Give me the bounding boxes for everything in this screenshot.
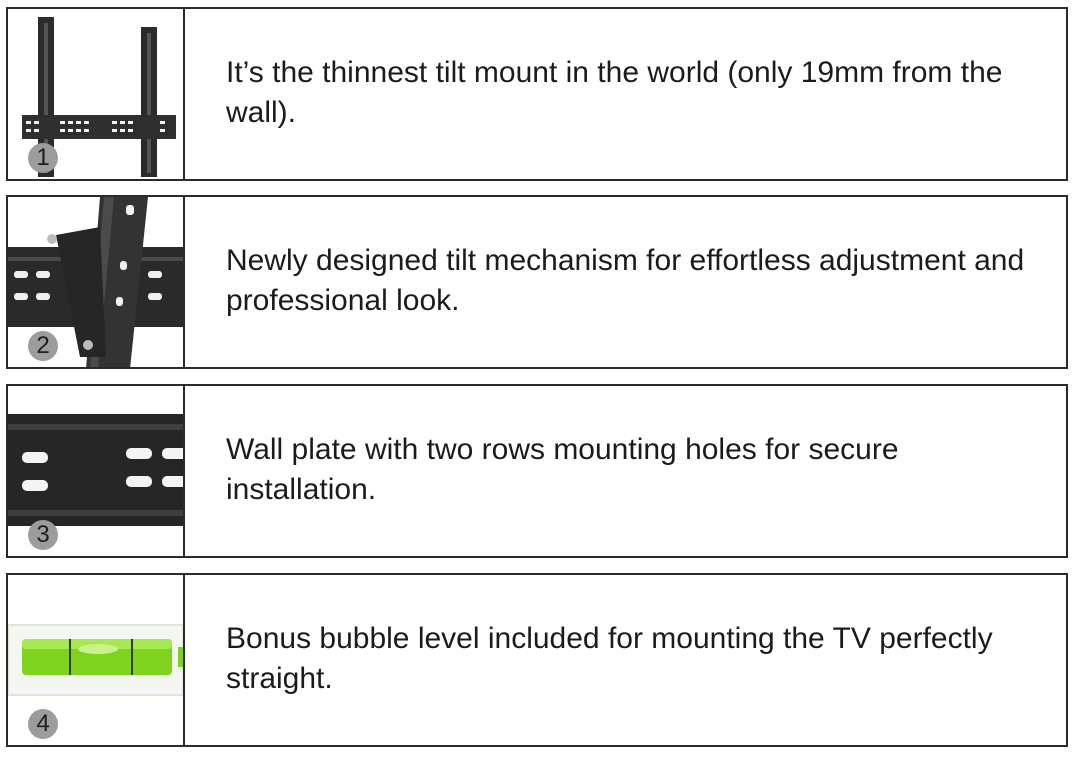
feature-description: Bonus bubble level included for mounting the TV perfectly straight. <box>226 622 993 695</box>
feature-description: Wall plate with two rows mounting holes for secure installation. <box>226 433 899 506</box>
feature-row-4 <box>6 573 1068 747</box>
feature-number-badge: 2 <box>28 331 58 361</box>
feature-number-badge: 4 <box>28 709 58 739</box>
feature-image-wall-plate <box>8 386 185 556</box>
feature-number-badge: 3 <box>28 520 58 550</box>
feature-description: Newly designed tilt mechanism for effortless adjustment and professional look. <box>226 244 1025 317</box>
feature-image-bubble-level <box>8 575 185 745</box>
feature-row-1 <box>6 7 1068 181</box>
feature-image-tilt-mount <box>8 9 185 179</box>
feature-description: It’s the thinnest tilt mount in the world (only 19mm from the wall). <box>226 56 1003 129</box>
feature-number-badge: 1 <box>28 143 58 173</box>
feature-row-2 <box>6 195 1068 369</box>
feature-image-tilt-mechanism <box>8 197 185 367</box>
feature-row-3 <box>6 384 1068 558</box>
